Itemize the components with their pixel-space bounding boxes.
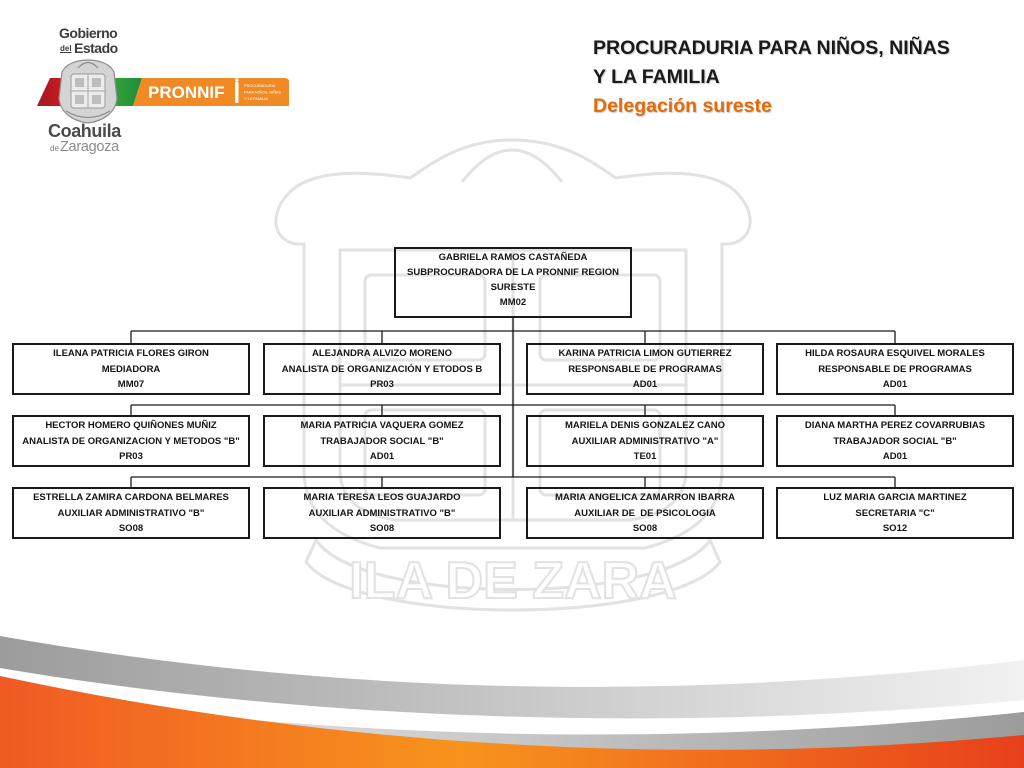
- employee-position: RESPONSABLE DE PROGRAMAS: [568, 363, 722, 375]
- logo-estado-text: Estado: [74, 40, 118, 56]
- employee-position: ANALISTA DE ORGANIZACION Y METODOS "B": [22, 435, 240, 447]
- org-box-head: [394, 247, 632, 318]
- org-box: [526, 343, 764, 395]
- employee-name: KARINA PATRICIA LIMON GUTIERREZ: [558, 348, 732, 359]
- logo-zaragoza-text: Zaragoza: [60, 139, 119, 155]
- pronnif-subtitle-line: PARA NIÑOS, NIÑAS: [244, 90, 282, 95]
- pronnif-figure-icon: [235, 82, 239, 103]
- org-box: [263, 487, 501, 539]
- title-line: Y LA FAMILIA: [593, 66, 720, 88]
- employee-name: HECTOR HOMERO QUIÑONES MUÑIZ: [45, 420, 217, 431]
- employee-position: MEDIADORA: [101, 363, 161, 375]
- employee-code: SO08: [118, 523, 144, 534]
- org-box: [263, 415, 501, 467]
- employee-code: AD01: [369, 451, 395, 462]
- employee-name: DIANA MARTHA PEREZ COVARRUBIAS: [804, 420, 986, 431]
- employee-position: AUXILIAR DE DE PSICOLOGIA: [574, 507, 716, 519]
- org-box: [12, 487, 250, 539]
- employee-code: PR03: [119, 451, 143, 462]
- org-box: [263, 343, 501, 395]
- employee-position: AUXILIAR ADMINISTRATIVO "B": [57, 507, 205, 519]
- employee-name: ESTRELLA ZAMIRA CARDONA BELMARES: [33, 492, 229, 503]
- watermark-text: ILA DE ZARA: [349, 552, 677, 610]
- logo-del-text: del: [60, 44, 72, 53]
- org-box: [12, 343, 250, 395]
- org-box: [12, 415, 250, 467]
- employee-code: MM02: [499, 297, 527, 308]
- employee-name: GABRIELA RAMOS CASTAÑEDA: [438, 252, 588, 263]
- employee-position: TRABAJADOR SOCIAL "B": [320, 435, 444, 447]
- org-box: [776, 343, 1014, 395]
- employee-code: SO08: [369, 523, 395, 534]
- org-box: [776, 487, 1014, 539]
- logo-de-text: de: [50, 144, 59, 153]
- pronnif-subtitle-line: PROCURADURIA: [244, 84, 276, 88]
- employee-code: MM07: [117, 379, 145, 390]
- employee-name: ILEANA PATRICIA FLORES GIRON: [53, 348, 209, 359]
- title-line: PROCURADURIA PARA NIÑOS, NIÑAS: [593, 37, 950, 59]
- logo-graphic: [0, 0, 300, 160]
- employee-position: SECRETARIA "C": [855, 507, 935, 519]
- logo-gobierno-text: Gobierno: [59, 25, 118, 41]
- employee-position: TRABAJADOR SOCIAL "B": [833, 435, 957, 447]
- page-title: [593, 34, 950, 121]
- pronnif-badge-subtitle: [244, 83, 281, 103]
- employee-name: MARIA ANGELICA ZAMARRON IBARRA: [555, 492, 735, 503]
- employee-name: MARIA TERESA LEOS GUAJARDO: [303, 492, 461, 503]
- org-box: [776, 415, 1014, 467]
- connector-line: [131, 477, 895, 487]
- employee-position: SUBPROCURADORA DE LA PRONNIF REGION SURESTE: [407, 267, 619, 293]
- employee-name: MARIELA DENIS GONZALEZ CANO: [564, 420, 726, 431]
- gobierno-coahuila-logo: [0, 0, 300, 160]
- pronnif-subtitle-line: Y LA FAMILIA: [244, 97, 268, 102]
- employee-name: ALEJANDRA ALVIZO MORENO: [311, 348, 453, 359]
- employee-code: SO08: [632, 523, 658, 534]
- pronnif-badge-text: PRONNIF: [148, 83, 225, 102]
- coahuila-seal: [59, 60, 117, 123]
- employee-position: RESPONSABLE DE PROGRAMAS: [818, 363, 972, 375]
- employee-code: AD01: [882, 379, 908, 390]
- employee-position: AUXILIAR ADMINISTRATIVO "B": [308, 507, 456, 519]
- employee-position: ANALISTA DE ORGANIZACIÓN Y ETODOS B: [281, 363, 483, 375]
- org-box: [526, 487, 764, 539]
- employee-position: AUXILIAR ADMINISTRATIVO "A": [571, 435, 719, 447]
- pronnif-figure-head-icon: [235, 78, 239, 82]
- employee-name: MARIA PATRICIA VAQUERA GOMEZ: [300, 420, 464, 431]
- org-box: [526, 415, 764, 467]
- employee-name: LUZ MARIA GARCIA MARTINEZ: [823, 492, 967, 503]
- employee-code: TE01: [633, 451, 657, 462]
- employee-name: HILDA ROSAURA ESQUIVEL MORALES: [805, 348, 985, 359]
- logo-coahuila-text: Coahuila: [48, 121, 121, 141]
- employee-code: PR03: [370, 379, 394, 390]
- employee-code: SO12: [882, 523, 908, 534]
- page-subtitle: Delegación sureste: [593, 95, 772, 117]
- employee-code: AD01: [882, 451, 908, 462]
- employee-code: AD01: [632, 379, 658, 390]
